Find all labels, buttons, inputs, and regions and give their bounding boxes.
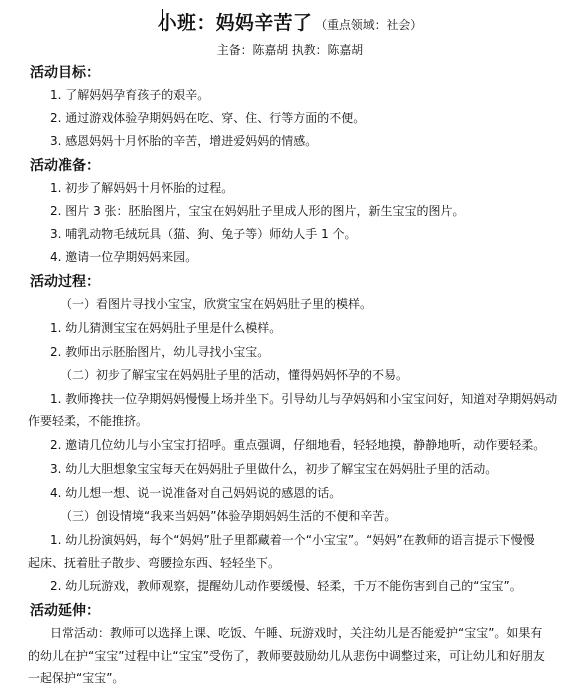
process-section-1: （一）看图片寻找小宝宝，欣赏宝宝在妈妈肚子里的模样。 [60,297,373,311]
goals-heading: 活动目标： [30,65,100,81]
title-row [0,8,580,35]
goal-item-1: 1. 了解妈妈孕育孩子的艰辛。 [50,88,210,102]
extension-line: 日常活动：教师可以选择上课、吃饭、午睡、玩游戏时，关注幼儿是否能爱护“宝宝”。如果有 [50,626,543,640]
process-line: 起床、抚着肚子散步、弯腰捡东西、轻轻坐下。 [28,556,281,570]
process-line: 4. 幼儿想一想、说一说准备对自己妈妈说的感恩的话。 [50,486,342,500]
process-line: 2. 邀请几位幼儿与小宝宝打招呼。重点强调，仔细地看，轻轻地摸，静静地听，动作要轻柔。 [50,438,546,452]
process-line: 1. 幼儿扮演妈妈，每个“妈妈”肚子里都藏着一个“小宝宝”。“妈妈”在教师的语言提示下慢慢 [50,533,535,547]
process-heading: 活动过程： [30,274,100,290]
prep-item-4: 4. 邀请一位孕期妈妈来园。 [50,250,198,264]
prep-item-3: 3. 哺乳动物毛绒玩具（猫、狗、兔子等）师幼人手 1 个。 [50,227,357,241]
process-section-2: （二）初步了解宝宝在妈妈肚子里的活动，懂得妈妈怀孕的不易。 [60,368,409,382]
process-line: 作要轻柔，不能推挤。 [28,414,149,428]
prep-item-1: 1. 初步了解妈妈十月怀胎的过程。 [50,181,234,195]
goal-item-3: 3. 感恩妈妈十月怀胎的辛苦，增进爱妈妈的情感。 [50,134,318,148]
page-title: 小班：妈妈辛苦了 [157,12,313,34]
authors-line: 主备：陈嘉胡 执教：陈嘉胡 [216,43,364,57]
process-section-3: （三）创设情境“我来当妈妈”体验孕期妈妈生活的不便和辛苦。 [60,509,397,523]
process-line: 3. 幼儿大胆想象宝宝每天在妈妈肚子里做什么，初步了解宝宝在妈妈肚子里的活动。 [50,462,498,476]
title-note: （重点领域：社会） [315,18,423,32]
prep-heading: 活动准备： [30,158,100,174]
extension-heading: 活动延伸： [30,603,100,619]
process-line: 1. 教师搀扶一位孕期妈妈慢慢上场并坐下。引导幼儿与孕妈妈和小宝宝问好，知道对孕期妈妈动 [50,392,558,406]
process-line: 1. 幼儿猜测宝宝在妈妈肚子里是什么模样。 [50,321,282,335]
process-line: 2. 教师出示胚胎图片，幼儿寻找小宝宝。 [50,345,270,359]
extension-line: 的幼儿在护“宝宝”过程中让“宝宝”受伤了，教师要鼓励幼儿从悲伤中调整过来，可让幼儿和好朋友 [28,649,545,663]
extension-line: 一起保护“宝宝”。 [28,671,125,685]
process-line: 2. 幼儿玩游戏，教师观察，提醒幼儿动作要缓慢、轻柔，千万不能伤害到自己的“宝宝”。 [50,579,522,593]
goal-item-2: 2. 通过游戏体验孕期妈妈在吃、穿、住、行等方面的不便。 [50,111,366,125]
prep-item-2: 2. 图片 3 张：胚胎图片，宝宝在妈妈肚子里成人形的图片，新生宝宝的图片。 [50,204,465,218]
